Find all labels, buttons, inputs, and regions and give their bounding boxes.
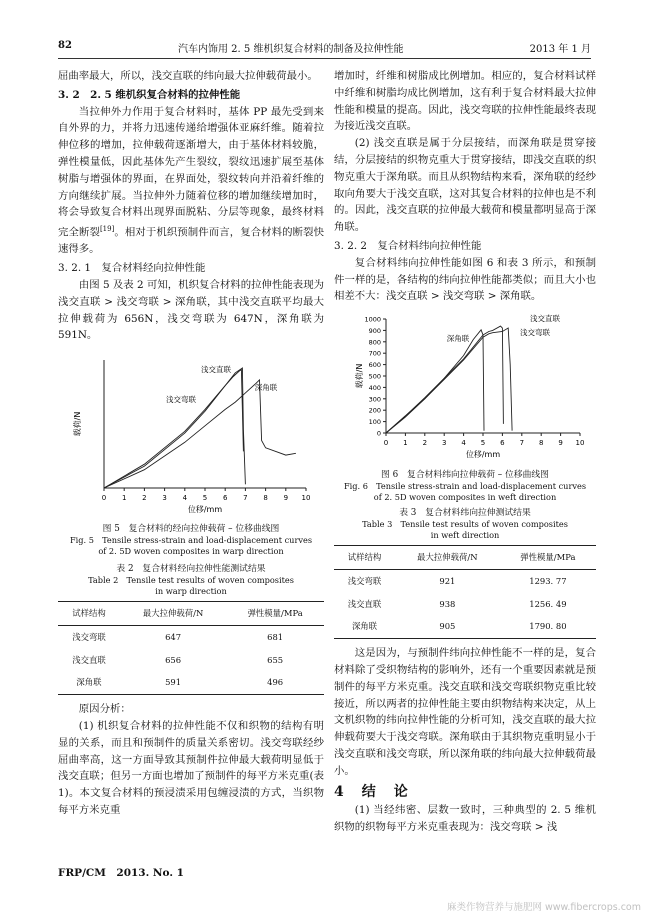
paragraph: (1) 机织复合材料的拉伸性能不仅和织物的结构有明显的关系，而且和预制件的质量关系密切。浅交弯联经纱屈曲率高，这一方面导致其预制件拉伸最大载荷明显低于浅交直联；但另一方面也增加了预制件的每平方米克重(表 1)。本文复合材料的预浸渍采用包缠浸渍的方式，当织物每平方米克重 [58,720,324,816]
footer-journal: FRP/CM 2013. No. 1 [58,867,184,879]
y-axis-label: 载荷/N [355,363,364,389]
y-tick-label: 200 [368,406,381,415]
table3-caption-zh: 表 3 复合材料纬向拉伸测试结果 [399,507,531,518]
section-heading-3-2: 3. 2 2. 5 维机织复合材料的拉伸性能 [58,88,241,101]
series-label: 浅交弯联 [520,328,550,338]
y-tick-label: 600 [368,361,381,370]
table-header: 弹性模量/MPa [247,608,303,619]
table3-caption-en: Table 3 Tensile test results of woven composites in weft direction [362,518,568,540]
table2-caption-en: Table 2 Tensile test results of woven composites in warp direction [88,575,294,597]
table-3 [334,545,596,639]
y-tick-label: 100 [368,418,381,427]
x-tick-label: 1 [403,439,408,448]
figure-6 [334,311,596,467]
y-tick-label: 800 [368,338,381,347]
x-tick-label: 8 [263,494,268,503]
series-label: 深角联 [254,383,278,393]
watermark: 麻类作物营养与施肥网 www.fibercrops.com [446,902,641,913]
fig5-chart [66,350,316,515]
table-row: 浅交弯联 647 681 [72,631,284,642]
fig6-caption-en: Fig. 6 Tensile stress-strain and load-displacement curves of 2. 5D woven composites in weft direction [343,480,587,502]
table-header: 最大拉伸载荷/N [417,551,478,562]
table2-caption-zh: 表 2 复合材料经向拉伸性能测试结果 [116,564,266,575]
series-label: 浅交弯联 [166,395,196,405]
table-header: 最大拉伸载荷/N [142,608,204,619]
series-label: 浅交直联 [530,314,560,324]
right-column [334,68,596,836]
running-header [58,40,591,56]
y-tick-label: 500 [368,372,381,381]
journal-title: 汽车内饰用 2. 5 维机织复合材料的制备及拉伸性能 [178,44,404,55]
y-tick-label: 1000 [364,315,381,324]
paragraph: (1) 当经纬密、层数一致时，三种典型的 2. 5 维机织物的织物每平方米克重表现为：浅交弯联 > 浅 [334,804,596,834]
fig5-caption-en: Fig. 5 Tensile stress-strain and load-displacement curves of 2. 5D woven composites in warp direction [69,535,313,557]
series-label: 浅交直联 [201,365,231,375]
x-tick-label: 6 [500,439,505,448]
table-row: 浅交弯联 921 1293. 77 [347,575,567,586]
table-row: 浅交直联 656 655 [72,654,284,665]
issue-date: 2013 年 1 月 [529,44,591,55]
y-tick-label: 0 [376,429,381,438]
x-tick-label: 0 [101,494,107,503]
x-tick-label: 6 [222,494,228,503]
table-row: 深角联 905 1790. 80 [334,615,596,638]
table-header: 试样结构 [347,551,382,562]
x-tick-label: 7 [519,439,525,448]
x-tick-label: 10 [575,439,585,448]
series-line-3 [386,330,484,433]
x-tick-label: 9 [558,439,563,448]
table-row: 深角联 591 496 [58,671,324,694]
series-line-1 [104,368,245,488]
x-tick-label: 8 [538,439,544,448]
fig6-chart [340,311,590,461]
paragraph: 由图 5 及表 2 可知，机织复合材料的拉伸性能表现为浅交直联 > 浅交弯联 > 深角联，其中浅交直联平均最大拉伸载荷为 656N，浅交弯联为 647N，深角联为 591N。 [58,279,324,342]
x-tick-label: 9 [283,494,289,503]
x-tick-label: 3 [441,439,447,448]
paragraph: 当拉伸外力作用于复合材料时，基体 PP 最先受到来自外界的力，并将力迅速传递给增强体亚麻纤维。随着拉伸位移的增加，拉伸载荷逐渐增大，由于基体材料较脆，弹性模量低，因此基体先产生裂纹，裂纹迅速扩展至基体树脂与增强体的界面，在界面处，裂纹转向并沿着纤维的方向继续扩展。当拉伸外力随着位移的增加继续增加时，将会导致复合材料出现界面脱粘、分层等现象，最终材料完全断裂[19]。相对于机织预制件而言，复合材料的断裂快速得多。 [58,105,324,256]
x-tick-label: 10 [301,494,311,503]
fig5-caption-zh: 图 5 复合材料的经向拉伸载荷 – 位移曲线图 [102,524,280,535]
series-label: 深角联 [446,334,470,344]
table-header: 弹性模量/MPa [520,551,576,562]
citation: [19] [99,225,115,234]
x-tick-label: 4 [461,439,466,448]
analysis-title: 原因分析： [78,703,131,716]
series-line-3 [104,380,296,488]
x-tick-label: 5 [480,439,486,448]
paragraph: 屈曲率最大，所以，浅交直联的纬向最大拉伸载荷最小。 [58,70,318,82]
x-tick-label: 7 [243,494,248,503]
paragraph: 增加时，纤维和树脂成比例增加。相应的，复合材料试样中纤维和树脂均成比例增加，这有利于复合材料最大拉伸性能和模量的提高。因此，浅交弯联的拉伸性能最终表现为接近浅交直联。 [334,70,596,133]
x-tick-label: 2 [142,494,147,503]
section-heading-3-2-2: 3. 2. 2 复合材料纬向拉伸性能 [334,239,482,252]
y-axis-label: 载荷/N [73,411,82,437]
table-row: 浅交直联 938 1256. 49 [347,598,567,609]
series-line-2 [104,370,243,488]
section-heading-3-2-1: 3. 2. 1 复合材料经向拉伸性能 [58,262,206,275]
x-axis-label: 位移/mm [465,450,501,460]
paragraph: (2) 浅交直联是属于分层接结，而深角联是贯穿接结，分层接结的织物克重大于贯穿接结，即浅交直联的织物克重大于深角联。而且从织物结构来看，深角联的经纱取向角要大于浅交直联，这对其复合材料的拉伸也是不利的。因此，浅交直联的拉伸最大载荷和模量都明显高于深角联。 [334,137,596,234]
header-rule [58,58,591,59]
paragraph: 复合材料纬向拉伸性能如图 6 和表 3 所示，和预制件一样的是，各结构的纬向拉伸性能都类似；而且大小也相差不大：浅交直联 > 浅交弯联 > 深角联。 [334,256,596,303]
page-number: 82 [58,40,72,51]
x-tick-label: 1 [121,494,127,503]
y-tick-label: 400 [368,384,381,393]
table-2 [58,601,324,695]
paragraph: 这是因为，与预制件纬向拉伸性能不一样的是，复合材料除了受织物结构的影响外，还有一个重要因素就是预制件的每平方米克重。浅交直联和浅交弯联织物克重比较接近，所以两者的拉伸性能主要由织物结构来决定，从上文机织物的纬向拉伸性能的分析可知，浅交直联的最大拉伸载荷要大于浅交弯联。深角联由于其织物克重明显小于浅交直联和浅交弯联，所以深角联的纬向最大拉伸载荷最小。 [334,647,596,777]
left-column [58,68,324,819]
y-tick-label: 700 [368,349,381,358]
table-header: 试样结构 [72,608,106,619]
x-tick-label: 0 [383,439,389,448]
figure-5 [58,350,324,521]
x-axis-label: 位移/mm [187,505,223,515]
x-tick-label: 2 [422,439,428,448]
x-tick-label: 3 [162,494,167,503]
x-tick-label: 4 [182,494,188,503]
x-tick-label: 5 [202,494,208,503]
y-tick-label: 300 [368,395,381,404]
y-tick-label: 900 [368,327,381,336]
section-heading-4: 4 结 论 [334,783,410,800]
fig6-caption-zh: 图 6 复合材料纬向拉伸载荷 – 位移曲线图 [381,469,549,480]
